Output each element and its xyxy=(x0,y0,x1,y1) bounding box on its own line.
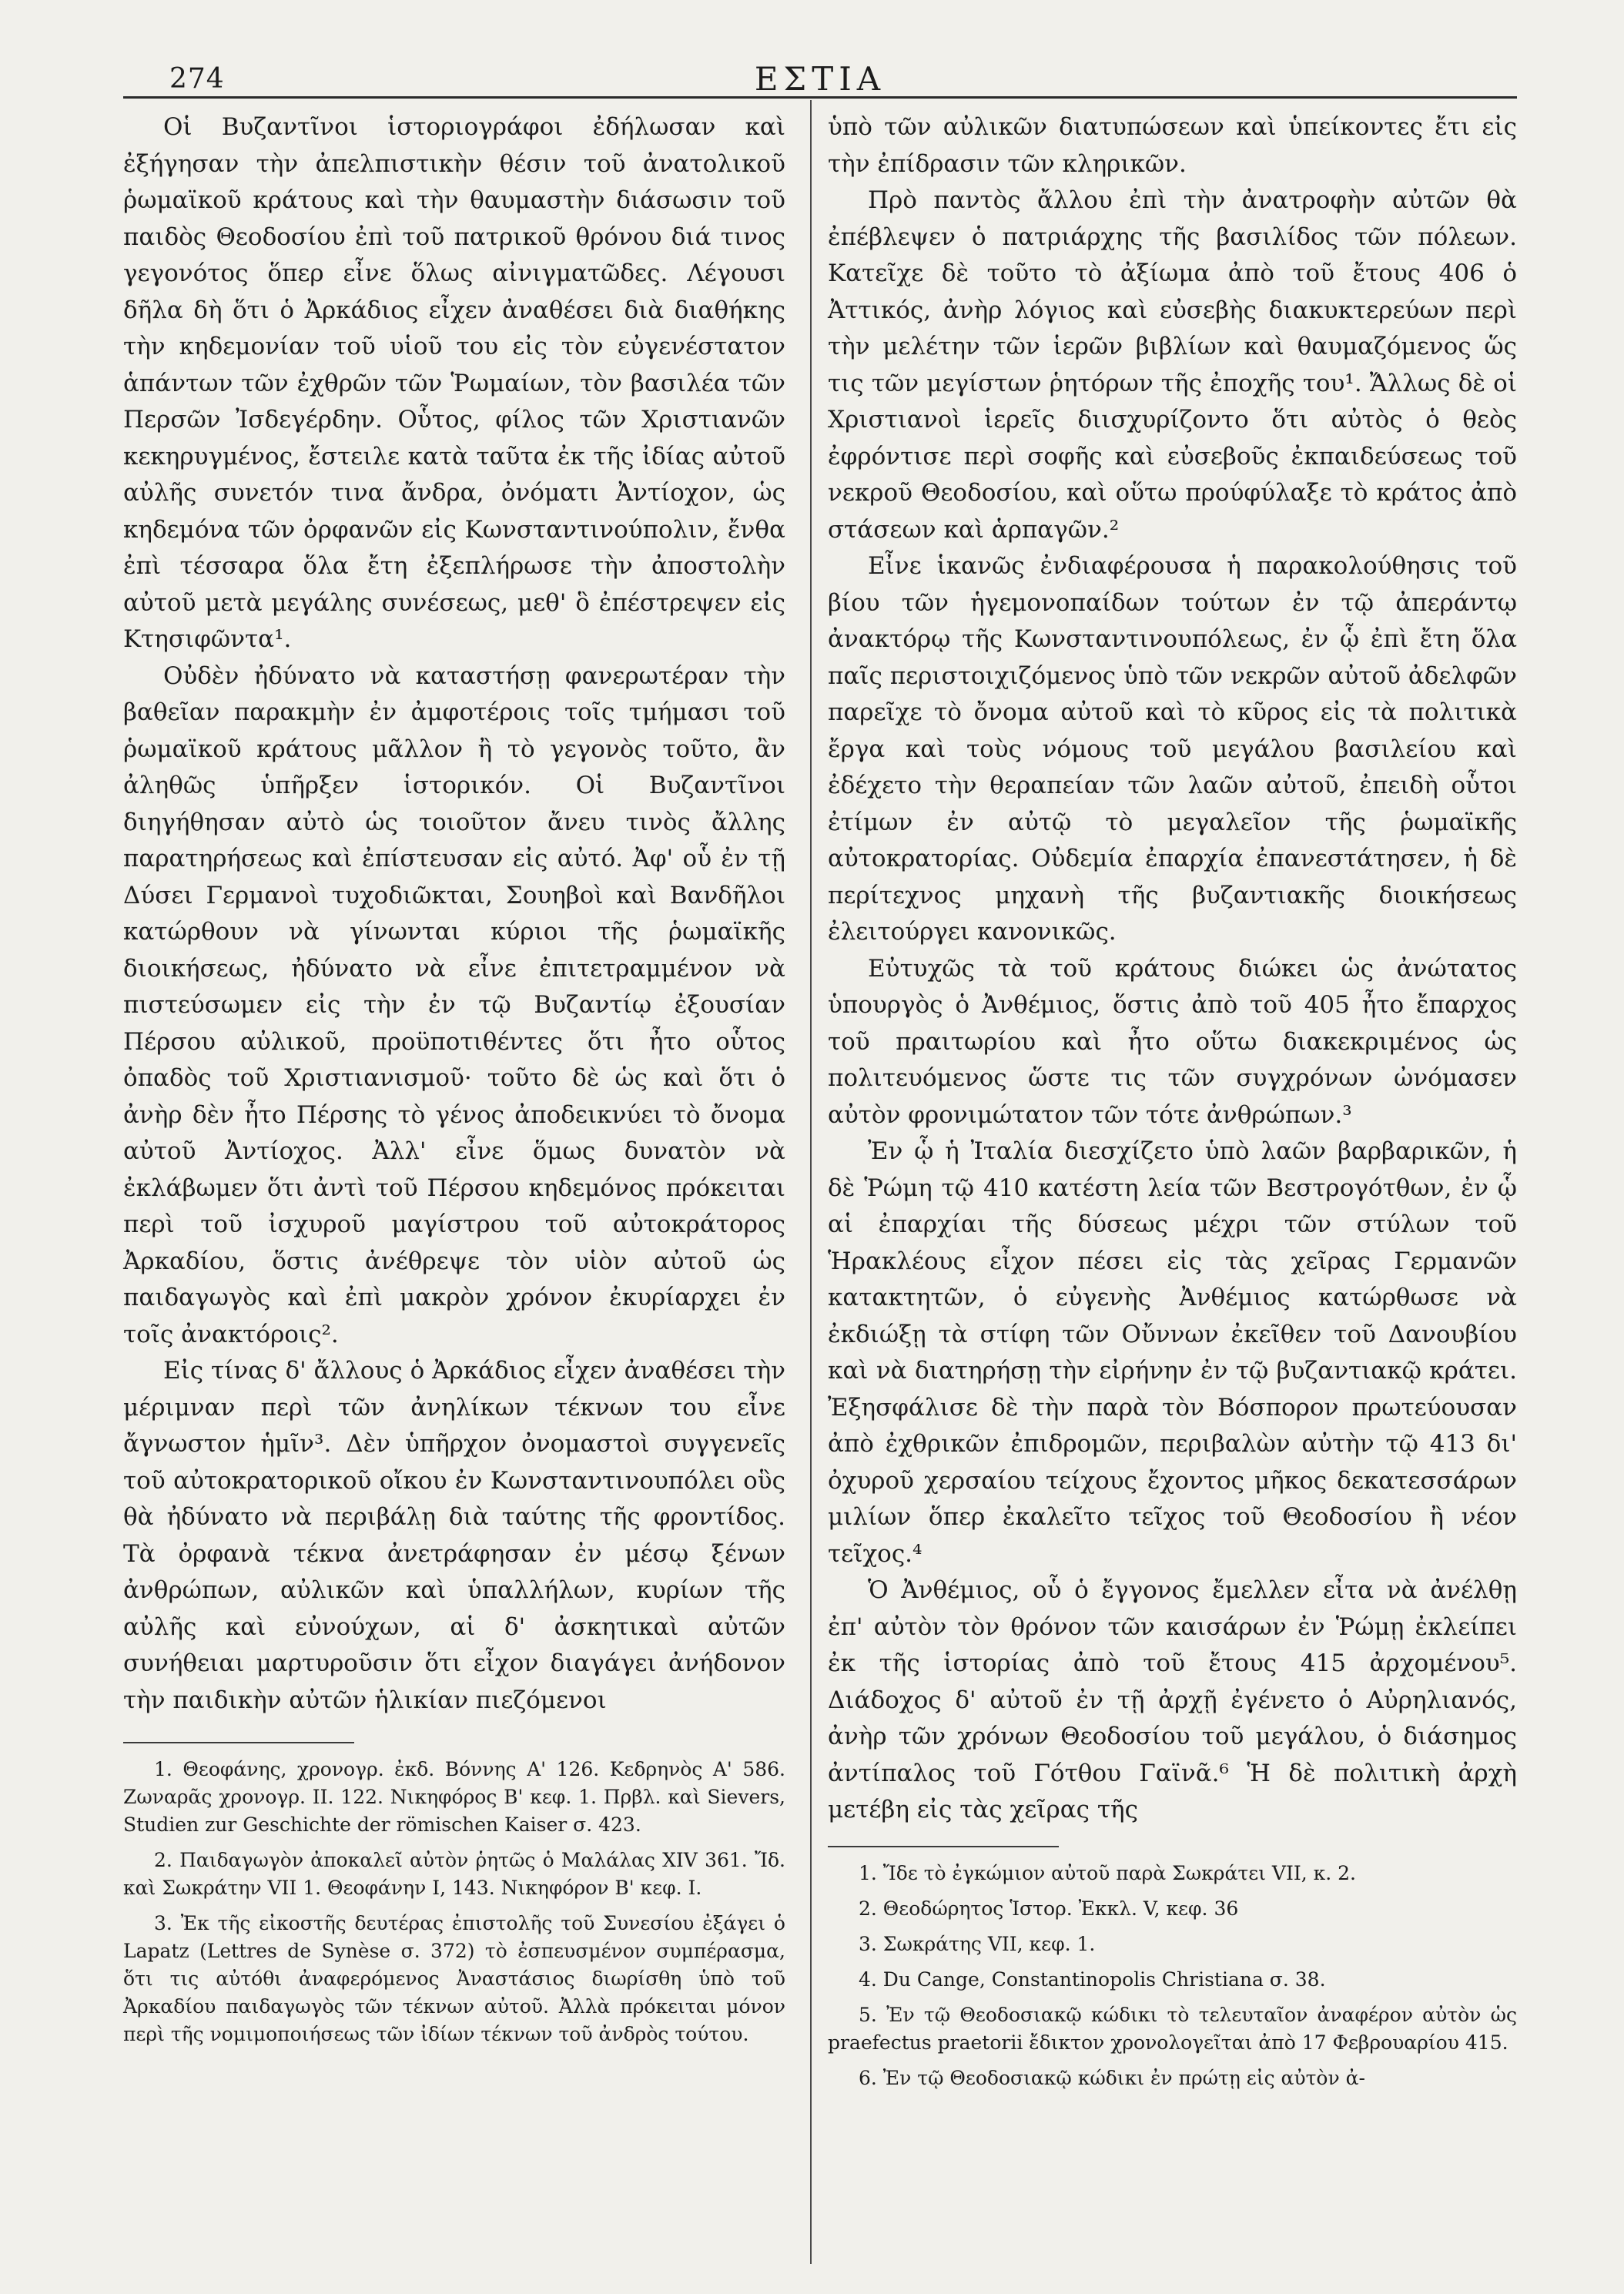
journal-title: ΕΣΤΙΑ xyxy=(754,60,886,98)
paragraph: Ὁ Ἀνθέμιος, οὗ ὁ ἔγγονος ἔμελλεν εἶτα νὰ ἀνέλθῃ ἐπ' αὐτὸν τὸν θρόνον τῶν καισάρων ἐν Ῥώμῃ ἐκλείπει ἐκ τῆς ἱστορίας ἀπὸ τοῦ ἔτους 415 ἀρχομένου⁵. Διάδοχος δ' αὐτοῦ ἐν τῇ ἀρχῇ ἐγένετο ὁ Αὐρηλιανός, ἀνὴρ τῶν χρόνων Θεοδοσίου τοῦ μεγάλου, ὁ διάσημος ἀντίπαλος τοῦ Γότθου Γαϊνᾶ.⁶ Ἡ δὲ πολιτικὴ ἀρχὴ μετέβη εἰς τὰς χεῖρας τῆς xyxy=(828,1576,1517,1823)
footnote: 1. Ἴδε τὸ ἐγκώμιον αὐτοῦ παρὰ Σωκράτει VII, κ. 2. xyxy=(859,1861,1356,1884)
right-footnotes xyxy=(828,1860,1517,2092)
footnote-rule xyxy=(123,1742,354,1743)
column-divider xyxy=(810,100,812,2264)
paragraph: Εἶνε ἱκανῶς ἐνδιαφέρουσα ἡ παρακολούθησις τοῦ βίου τῶν ἡγεμονοπαίδων τούτων ἐν τῷ ἀπεράντῳ ἀνακτόρῳ τῆς Κωνσταντινουπόλεως, ἐν ᾧ ἐπὶ ἔτη ὅλα παῖς περιστοιχιζόμενος ὑπὸ τῶν νεκρῶν αὐτοῦ ἀδελφῶν παρεῖχε τὸ ὄνομα αὐτοῦ καὶ τὸ κῦρος εἰς τὰ πολιτικὰ ἔργα καὶ τοὺς νόμους τοῦ μεγάλου βασιλείου καὶ ἐδέχετο τὴν θεραπείαν τῶν λαῶν αὐτοῦ, ἐπειδὴ οὗτοι ἐτίμων ἐν αὐτῷ τὸ μεγαλεῖον τῆς ῥωμαϊκῆς αὐτοκρατορίας. Οὐδεμία ἐπαρχία ἐπανεστάτησεν, ἡ δὲ περίτεχνος μηχανὴ τῆς βυζαντιακῆς διοικήσεως ἐλειτούργει κανονικῶς. xyxy=(828,552,1517,946)
footnote: 3. Ἐκ τῆς εἰκοστῆς δευτέρας ἐπιστολῆς τοῦ Συνεσίου ἐξάγει ὁ Lapatz (Lettres de Synèse σ. 372) τὸ ἐσπευσμένον συμπέρασμα, ὅτι τις αὐτόθι ἀναφερόμενος Ἀναστάσιος διωρίσθη ὑπὸ τοῦ Ἀρκαδίου παιδαγωγὸς τῶν τέκνων αὐτοῦ. Ἀλλὰ πρόκειται μόνον περὶ τῆς νομιμοποιήσεως τῶν ἰδίων τέκνων τοῦ ἀνδρὸς τούτου. xyxy=(123,1912,785,2045)
footnote: 5. Ἐν τῷ Θεοδοσιακῷ κώδικι τὸ τελευταῖον ἀναφέρον αὐτὸν ὡς praefectus praetorii ἔδικτον χρονολογεῖται ἀπὸ 17 Φεβρουαρίου 415. xyxy=(828,2003,1517,2054)
page-header xyxy=(123,54,1517,108)
footnote: 2. Παιδαγωγὸν ἀποκαλεῖ αὐτὸν ῥητῶς ὁ Μαλάλας XIV 361. Ἴδ. καὶ Σωκράτην VII 1. Θεοφάνην Ι, 143. Νικηφόρον Β' κεφ. Ι. xyxy=(123,1849,785,1899)
footnote: 4. Du Cange, Constantinopolis Christiana σ. 38. xyxy=(859,1967,1326,1991)
right-column-body xyxy=(828,109,1517,1829)
footnote: 2. Θεοδώρητος Ἱστορ. Ἐκκλ. V, κεφ. 36 xyxy=(859,1897,1239,1920)
left-column-body xyxy=(123,109,785,1719)
paragraph: Ἐν ᾧ ἡ Ἰταλία διεσχίζετο ὑπὸ λαῶν βαρβαρικῶν, ἡ δὲ Ῥώμη τῷ 410 κατέστη λεία τῶν Βεστρογότθων, ἐν ᾧ αἱ ἐπαρχίαι τῆς δύσεως μέχρι τῶν στύλων τοῦ Ἡρακλέους εἶχον πέσει εἰς τὰς χεῖρας Γερμανῶν κατακτητῶν, ὁ εὐγενὴς Ἀνθέμιος κατώρθωσε νὰ ἐκδιώξῃ τὰ στίφη τῶν Οὔννων ἐκεῖθεν τοῦ Δανουβίου καὶ νὰ διατηρήσῃ τὴν εἰρήνην ἐν τῷ βυζαντιακῷ κράτει. Ἐξησφάλισε δὲ τὴν παρὰ τὸν Βόσπορον πρωτεύουσαν ἀπὸ ἐχθρικῶν ἐπιδρομῶν, περιβαλὼν αὐτὴν τῷ 413 δι' ὀχυροῦ χερσαίου τείχους ἔχοντος μῆκος δεκατεσσάρων μιλίων ὅπερ ἐκαλεῖτο τεῖχος τοῦ Θεοδοσίου ἢ νέον τεῖχος.⁴ xyxy=(828,1137,1517,1568)
paragraph: Πρὸ παντὸς ἄλλου ἐπὶ τὴν ἀνατροφὴν αὐτῶν θὰ ἐπέβλεψεν ὁ πατριάρχης τῆς βασιλίδος τῶν πόλεων. Κατεῖχε δὲ τοῦτο τὸ ἀξίωμα ἀπὸ τοῦ ἔτους 406 ὁ Ἀττικός, ἀνὴρ λόγιος καὶ εὐσεβὴς διακυκτερεύων περὶ τὴν μελέτην τῶν ἱερῶν βιβλίων καὶ θαυμαζόμενος ὥς τις τῶν μεγίστων ῥητόρων τῆς ἐποχῆς του¹. Ἄλλως δὲ οἱ Χριστιανοὶ ἱερεῖς διισχυρίζοντο ὅτι αὐτὸς ὁ θεὸς ἐφρόντισε περὶ σοφῆς καὶ εὐσεβοῦς ἐκπαιδεύσεως τοῦ νεκροῦ Θεοδοσίου, καὶ οὕτω προύφύλαξε τὸ κράτος ἀπὸ στάσεων καὶ ἁρπαγῶν.² xyxy=(828,186,1517,544)
paragraph: Οἱ Βυζαντῖνοι ἱστοριογράφοι ἐδήλωσαν καὶ ἐξήγησαν τὴν ἀπελπιστικὴν θέσιν τοῦ ἀνατολικοῦ ῥωμαϊκοῦ κράτους καὶ τὴν θαυμαστὴν διάσωσιν τοῦ παιδὸς Θεοδοσίου ἐπὶ τοῦ πατρικοῦ θρόνου διά τινος γεγονότος ὅπερ εἶνε ὅλως αἰνιγματῶδες. Λέγουσι δῆλα δὴ ὅτι ὁ Ἀρκάδιος εἶχεν ἀναθέσει διὰ διαθήκης τὴν κηδεμονίαν τοῦ υἱοῦ του εἰς τὸν εὐγενέστατον ἁπάντων τῶν ἐχθρῶν τῶν Ῥωμαίων, τὸν βασιλέα τῶν Περσῶν Ἰσδεγέρδην. Οὗτος, φίλος τῶν Χριστιανῶν κεκηρυγμένος, ἔστειλε κατὰ ταῦτα ἐκ τῆς ἰδίας αὐτοῦ αὐλῆς συνετόν τινα ἄνδρα, ὀνόματι Ἀντίοχον, ὡς κηδεμόνα τῶν ὀρφανῶν εἰς Κωνσταντινούπολιν, ἔνθα ἐπὶ τέσσαρα ὅλα ἔτη ἐξεπλήρωσε τὴν ἀποστολὴν αὐτοῦ μετὰ μεγάλης συνέσεως, μεθ' ὃ ἐπέστρεψεν εἰς Κτησιφῶντα¹. xyxy=(123,113,785,653)
header-rule xyxy=(123,96,1517,99)
page-number: 274 xyxy=(169,63,225,95)
footnote: 6. Ἐν τῷ Θεοδοσιακῷ κώδικι ἐν πρώτῃ εἰς αὐτὸν ἀ- xyxy=(859,2066,1365,2089)
footnote: 1. Θεοφάνης, χρονογρ. ἐκδ. Βόννης Α' 126. Κεδρηνὸς Α' 586. Ζωναρᾶς χρονογρ. ΙΙ. 122. Νικηφόρος Β' κεφ. 1. Πρβλ. καὶ Sievers, Studien zur Geschichte der römischen Kaiser σ. 423. xyxy=(123,1758,785,1836)
right-column xyxy=(828,109,1517,2100)
footnote-rule xyxy=(828,1846,1059,1847)
paragraph: Εὐτυχῶς τὰ τοῦ κράτους διώκει ὡς ἀνώτατος ὑπουργὸς ὁ Ἀνθέμιος, ὅστις ἀπὸ τοῦ 405 ἦτο ἔπαρχος τοῦ πραιτωρίου καὶ ἦτο οὕτω διακεκριμένος ὡς πολιτευόμενος ὥστε τις τῶν συγχρόνων ὠνόμασεν αὐτὸν φρονιμώτατον τῶν τότε ἀνθρώπων.³ xyxy=(828,954,1517,1129)
paragraph: Οὐδὲν ἠδύνατο νὰ καταστήσῃ φανερωτέραν τὴν βαθεῖαν παρακμὴν ἐν ἀμφοτέροις τοῖς τμήμασι τοῦ ῥωμαϊκοῦ κράτους μᾶλλον ἢ τὸ γεγονὸς τοῦτο, ἂν ἀληθῶς ὑπῆρξεν ἱστορικόν. Οἱ Βυζαντῖνοι διηγήθησαν αὐτὸ ὡς τοιοῦτον ἄνευ τινὸς ἄλλης παρατηρήσεως καὶ ἐπίστευσαν εἰς αὐτό. Ἀφ' οὗ ἐν τῇ Δύσει Γερμανοὶ τυχοδιῶκται, Σουηβοὶ καὶ Βανδῆλοι κατώρθουν νὰ γίνωνται κύριοι τῆς ῥωμαϊκῆς διοικήσεως, ἠδύνατο νὰ εἶνε ἐπιτετραμμένον νὰ πιστεύσωμεν εἰς τὴν ἐν τῷ Βυζαντίῳ ἐξουσίαν Πέρσου αὐλικοῦ, προϋποτιθέντες ὅτι ἦτο οὗτος ὀπαδὸς τοῦ Χριστιανισμοῦ· τοῦτο δὲ ὡς καὶ ὅτι ὁ ἀνὴρ δὲν ἦτο Πέρσης τὸ γένος ἀποδεικνύει τὸ ὄνομα αὐτοῦ Ἀντίοχος. Ἀλλ' εἶνε ὅμως δυνατὸν νὰ ἐκλάβωμεν ὅτι ἀντὶ τοῦ Πέρσου κηδεμόνος πρόκειται περὶ τοῦ ἰσχυροῦ μαγίστρου τοῦ αὐτοκράτορος Ἀρκαδίου, ὅστις ἀνέθρεψε τὸν υἱὸν αὐτοῦ ὡς παιδαγωγὸς καὶ ἐπὶ μακρὸν χρόνον ἐκυρίαρχει ἐν τοῖς ἀνακτόροις². xyxy=(123,661,785,1348)
left-footnotes xyxy=(123,1756,785,2048)
paragraph: Εἰς τίνας δ' ἄλλους ὁ Ἀρκάδιος εἶχεν ἀναθέσει τὴν μέριμναν περὶ τῶν ἀνηλίκων τέκνων του εἶνε ἄγνωστον ἡμῖν³. Δὲν ὑπῆρχον ὀνομαστοὶ συγγενεῖς τοῦ αὐτοκρατορικοῦ οἴκου ἐν Κωνσταντινουπόλει οὓς θὰ ἠδύνατο νὰ περιβάλῃ διὰ ταύτης τῆς φροντίδος. Τὰ ὀρφανὰ τέκνα ἀνετράφησαν ἐν μέσῳ ξένων ἀνθρώπων, αὐλικῶν καὶ ὑπαλλήλων, κυρίων τῆς αὐλῆς καὶ εὐνούχων, αἱ δ' ἀσκητικαὶ αὐτῶν συνήθειαι μαρτυροῦσιν ὅτι εἶχον διαγάγει ἀνήδονον τὴν παιδικὴν αὐτῶν ἡλικίαν πιεζόμενοι xyxy=(123,1357,785,1714)
paragraph: ὑπὸ τῶν αὐλικῶν διατυπώσεων καὶ ὑπείκοντες ἔτι εἰς τὴν ἐπίδρασιν τῶν κληρικῶν. xyxy=(828,113,1517,178)
footnote: 3. Σωκράτης VII, κεφ. 1. xyxy=(859,1932,1096,1955)
left-column xyxy=(123,109,785,2056)
